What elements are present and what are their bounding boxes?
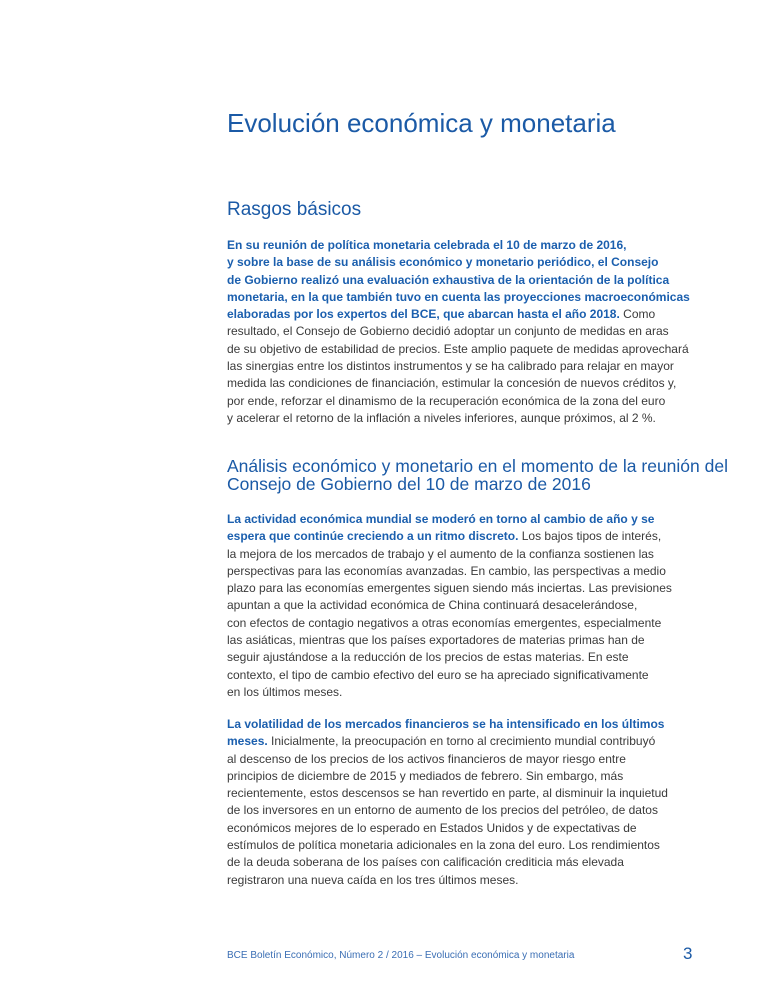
body-text: medida las condiciones de financiación, estimular la concesión de nuevos créditos y,	[227, 376, 677, 391]
text-line	[227, 546, 672, 563]
body-text: de los inversores en un entorno de aumento de los precios del petróleo, de datos	[227, 803, 658, 818]
paragraph-volatilidad-mercados	[227, 716, 668, 889]
text-line	[227, 341, 690, 358]
body-text: perspectivas para las economías avanzadas. En cambio, las perspectivas a medio	[227, 563, 666, 578]
body-text: registraron una nueva caída en los tres últimos meses.	[227, 872, 519, 887]
body-text: por ende, reforzar el dinamismo de la recuperación económica de la zona del euro	[227, 393, 666, 408]
text-line	[227, 820, 668, 837]
paragraph-actividad-mundial	[227, 511, 672, 701]
text-line	[227, 751, 668, 768]
body-text: Inicialmente, la preocupación en torno al crecimiento mundial contribuyó	[267, 734, 656, 749]
body-text: principios de diciembre de 2015 y mediados de febrero. Sin embargo, más	[227, 768, 624, 783]
text-line	[227, 580, 672, 597]
body-text: en los últimos meses.	[227, 684, 343, 699]
body-text: las sinergias entre los distintos instrumentos y se ha calibrado para relajar en mayor	[227, 359, 674, 374]
text-line	[227, 667, 672, 684]
text-line	[227, 375, 690, 392]
text-line	[227, 854, 668, 871]
text-line	[227, 254, 690, 271]
text-line	[227, 716, 668, 733]
bold-lead-text: La actividad económica mundial se moderó en torno al cambio de año y se	[227, 512, 655, 526]
body-text: contexto, el tipo de cambio efectivo del euro se ha apreciado significativamente	[227, 667, 649, 682]
text-line	[227, 597, 672, 614]
body-text: Los bajos tipos de interés,	[518, 529, 662, 544]
body-text: de su objetivo de estabilidad de precios. Este amplio paquete de medidas aprovechará	[227, 341, 689, 356]
text-line	[227, 684, 672, 701]
text-line	[227, 393, 690, 410]
body-text: estímulos de política monetaria adicionales en la zona del euro. Los rendimientos	[227, 838, 660, 853]
text-line	[227, 323, 690, 340]
body-text: con efectos de contagio negativos a otras economías emergentes, especialmente	[227, 615, 662, 630]
section-heading-rasgos-basicos: Rasgos básicos	[227, 199, 362, 220]
body-text: Como	[619, 307, 656, 322]
text-line	[227, 289, 690, 306]
bold-lead-text: La volatilidad de los mercados financieros se ha intensificado en los últimos	[227, 717, 665, 731]
text-line	[227, 768, 668, 785]
body-text: apuntan a que la actividad económica de China continuará desacelerándose,	[227, 598, 638, 613]
body-text: al descenso de los precios de los activos financieros de mayor riesgo entre	[227, 751, 626, 766]
text-line	[227, 733, 668, 750]
text-line	[227, 649, 672, 666]
text-line	[227, 872, 668, 889]
bold-lead-text: meses.	[227, 734, 268, 749]
bold-lead-text: de Gobierno realizó una evaluación exhaustiva de la orientación de la política	[227, 272, 670, 287]
paragraph-rasgos-basicos	[227, 237, 690, 427]
bold-lead-text: espera que continúe creciendo a un ritmo discreto.	[227, 529, 519, 544]
section-heading-analisis	[227, 458, 728, 493]
body-text: recientemente, estos descensos se han revertido en parte, al disminuir la inquietud	[227, 786, 668, 801]
bold-lead-text: y sobre la base de su análisis económico y monetario periódico, el Consejo	[227, 255, 659, 270]
text-line	[227, 306, 690, 323]
body-text: resultado, el Consejo de Gobierno decidió adoptar un conjunto de medidas en aras	[227, 324, 669, 339]
bold-lead-text: monetaria, en la que también tuvo en cuenta las proyecciones macroeconómicas	[227, 289, 690, 304]
text-line	[227, 410, 690, 427]
text-line	[227, 358, 690, 375]
bold-lead-text: En su reunión de política monetaria celebrada el 10 de marzo de 2016,	[227, 238, 627, 252]
text-line	[227, 528, 672, 545]
body-text: económicos mejores de lo esperado en Estados Unidos y de expectativas de	[227, 820, 637, 835]
bold-lead-text: elaboradas por los expertos del BCE, que abarcan hasta el año 2018.	[227, 307, 620, 322]
text-line	[227, 785, 668, 802]
text-line	[227, 511, 672, 528]
text-line	[227, 272, 690, 289]
body-text: plazo para las economías emergentes siguen siendo más inciertas. Las previsiones	[227, 581, 672, 596]
text-line	[227, 632, 672, 649]
text-line	[227, 837, 668, 854]
heading-line: Análisis económico y monetario en el momento de la reunión del	[227, 456, 728, 476]
text-line	[227, 237, 690, 254]
heading-line: Consejo de Gobierno del 10 de marzo de 2016	[227, 473, 591, 494]
body-text: las asiáticas, mientras que los países exportadores de materias primas han de	[227, 633, 645, 648]
text-line	[227, 563, 672, 580]
footer-citation: BCE Boletín Económico, Número 2 / 2016 – Evolución económica y monetaria	[227, 950, 575, 961]
page-title: Evolución económica y monetaria	[227, 108, 616, 138]
body-text: y acelerar el retorno de la inflación a niveles inferiores, aunque próximos, al 2 %.	[227, 410, 656, 425]
page-number: 3	[683, 944, 693, 963]
text-line	[227, 615, 672, 632]
body-text: de la deuda soberana de los países con calificación crediticia más elevada	[227, 855, 624, 870]
body-text: seguir ajustándose a la reducción de los precios de estas materias. En este	[227, 650, 629, 665]
body-text: la mejora de los mercados de trabajo y el aumento de la confianza sostienen las	[227, 546, 654, 561]
text-line	[227, 802, 668, 819]
